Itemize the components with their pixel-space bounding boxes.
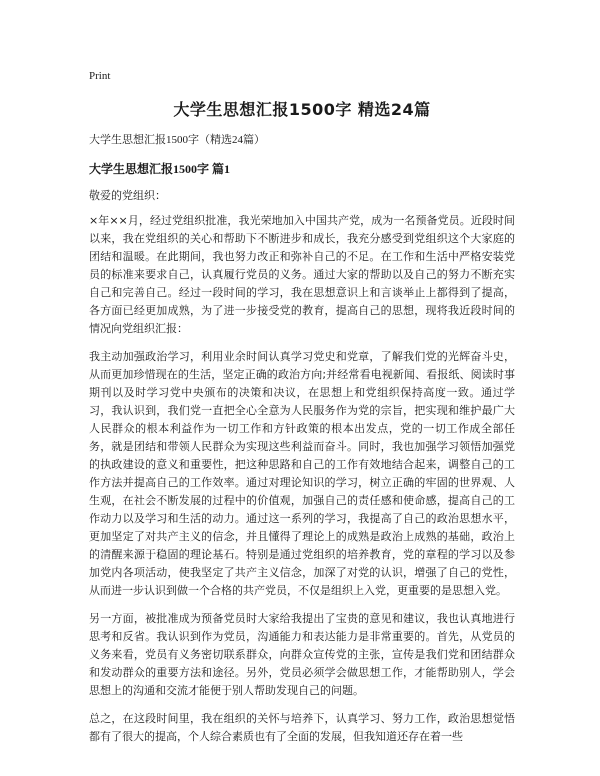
- document-body: [89, 212, 515, 756]
- paragraph: 另一方面，被批准成为预备党员时大家给我提出了宝贵的意见和建议，我也认真地进行思考和反省。我认识到作为党员，沟通能力和表达能力是非常重要的。首先，从党员的义务来看，党员有义务密切联系群众，向群众宣传党的主张，宣传是我们党和团结群众和发动群众的重要方法和途径。另外，党员必须学会做思想工作，才能帮助别人，学会思想上的沟通和交流才能便于别人帮助发现自己的问题。: [89, 612, 515, 697]
- document-subtitle: 大学生思想汇报1500字（精选24篇）: [89, 134, 265, 146]
- paragraph: 我主动加强政治学习，利用业余时间认真学习党史和党章，了解我们党的光辉奋斗史，从而更加珍惜现在的生活，坚定正确的政治方向;并经常看电视新闻、看报纸、阅读时事期刊以及时学习党中央颁布的决策和决议，在思想上和党组织保持高度一致。通过学习，我认识到，我们党一直把全心全意为人民服务作为党的宗旨，把实现和维护最广大人民群众的根本利益作为一切工作和方针政策的根本出发点，党的一切工作成全部任务，就是团结和带领人民群众为实现这些利益而奋斗。同时，我也加强学习领悟加强党的执政建设的意义和重要性，把这种思路和自己的工作有效地结合起来，调整自己的工作方法并提高自己的工作效率。通过对理论知识的学习，树立正确的牢固的世界观、人生观，在社会不断发展的过程中的价值观，加强自己的责任感和使命感，提高自己的工作动力以及学习和生活的动力。通过这一系列的学习，我提高了自己的政治思想水平，更加坚定了对共产主义的信念，并且懂得了理论上的成熟是政治上成熟的基础，政治上的清醒来源于稳固的理论基石。特别是通过党组织的培养教育，党的章程的学习以及参加党内各项活动，使我坚定了共产主义信念，加深了对党的认识，增强了自己的党性，从而进一步认识到做一个合格的共产党员，不仅是组织上入党，更重要的是思想入党。: [89, 350, 515, 597]
- print-link[interactable]: Print: [89, 70, 111, 82]
- paragraph: 总之，在这段时间里，我在组织的关怀与培养下，认真学习、努力工作，政治思想觉悟都有了很大的提高，个人综合素质也有了全面的发展，但我知道还存在着一些: [89, 712, 515, 743]
- salutation: 敬爱的党组织：: [89, 189, 166, 202]
- document-title: 大学生思想汇报1500字 精选24篇: [173, 100, 431, 119]
- document-page: [89, 0, 515, 776]
- section-title: 大学生思想汇报1500字 篇1: [89, 162, 231, 176]
- paragraph: ×年××月，经过党组织批准，我光荣地加入中国共产党，成为一名预备党员。近段时间以来，我在党组织的关心和帮助下不断进步和成长，我充分感受到党组织这个大家庭的团结和温暖。在此期间，我也努力改正和弥补自己的不足。在工作和生活中严格安装党员的标准来要求自己，认真履行党员的义务。通过大家的帮助以及自己的努力不断充实自己和完善自己。经过一段时间的学习，我在思想意识上和言谈举止上都得到了提高，各方面已经更加成熟，为了进一步接受党的教育，提高自己的思想，现将我近段时间的情况向党组织汇报：: [89, 214, 515, 335]
